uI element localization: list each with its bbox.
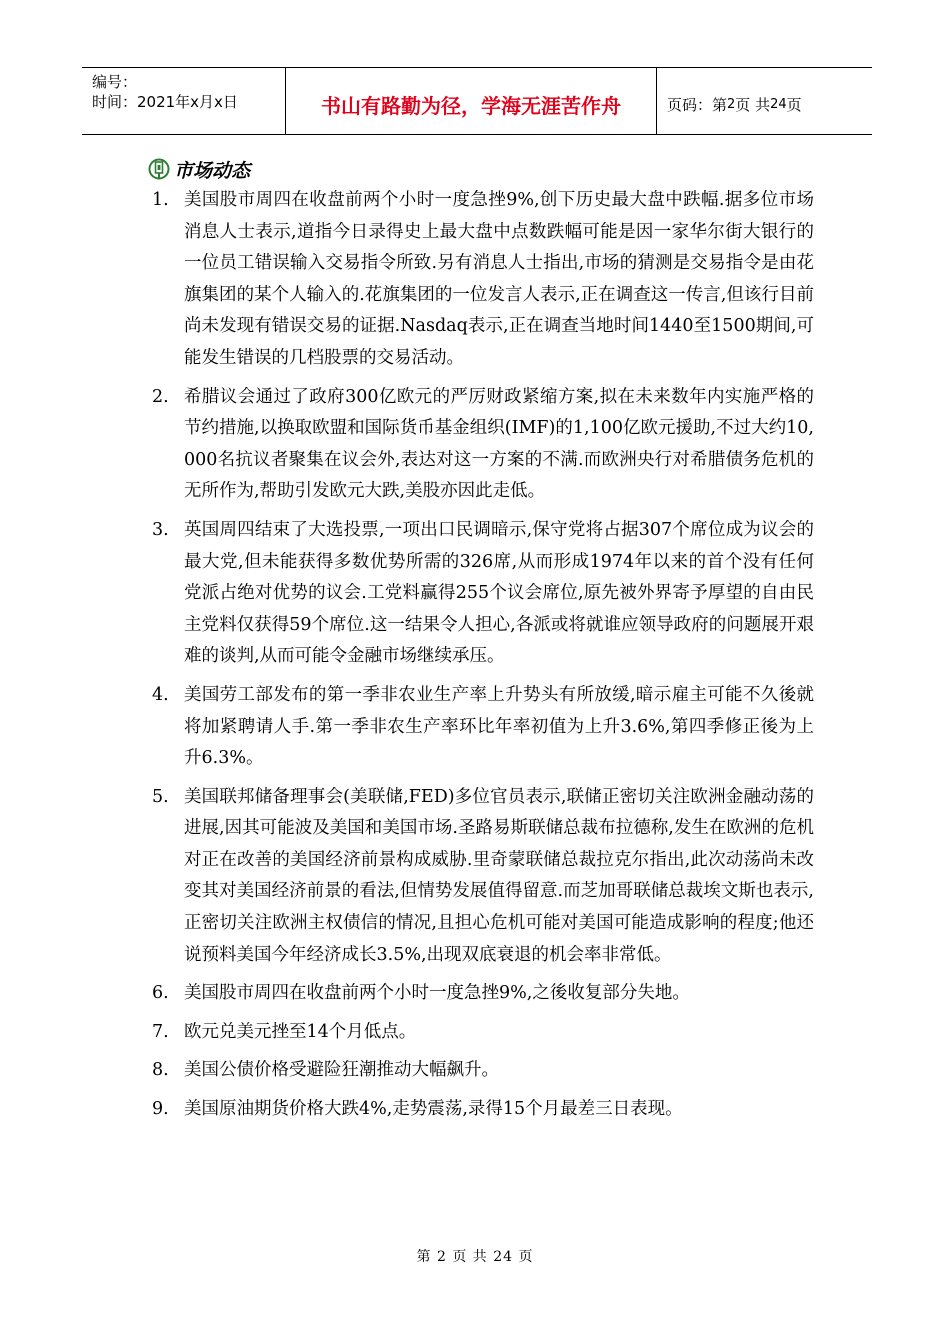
list-item-text: 美国联邦储备理事会(美联储,FED)多位官员表示,联储正密切关注欧洲金融动荡的进展,因其可能波及美国和美国市场.圣路易斯联储总裁布拉德称,发生在欧洲的危机对正在改善的美国经济前景构成威胁.里奇蒙联储总裁拉克尔指出,此次动荡尚未改变其对美国经济前景的看法,但情势发展值得留意.而芝加哥联储总裁埃文斯也表示,正密切关注欧洲主权债信的情况,且担心危机可能对美国可能造成影响的程度;他还说预料美国今年经济成长3.5%,出现双底衰退的机会率非常低。 xyxy=(184,786,814,965)
page-total: 24 xyxy=(770,96,787,112)
list-item-text: 美国公债价格受避险狂潮推动大幅飙升。 xyxy=(184,1060,499,1081)
list-item-text: 欧元兑美元挫至14个月低点。 xyxy=(184,1021,417,1042)
list-item xyxy=(148,680,814,775)
list-item xyxy=(148,515,814,673)
footer-prefix: 第 xyxy=(416,1249,432,1265)
list-item-index: 9. xyxy=(152,1099,169,1120)
bank-logo-icon xyxy=(148,158,170,180)
news-list xyxy=(148,185,814,1133)
list-item-text: 希腊议会通过了政府300亿欧元的严厉财政紧缩方案,拟在未来数年内实施严格的节约措施,以换取欧盟和国际货币基金组织(IMF)的1,100亿欧元援助,不过大约10,000名抗议者聚集在议会外,表达对这一方案的不满.而欧洲央行对希腊债务危机的无所作为,帮助引发欧元大跌,美股亦因此走低。 xyxy=(184,386,814,502)
time-label: 时间：2021年x月x日 xyxy=(92,93,238,111)
footer-total: 24 xyxy=(493,1249,514,1265)
header-info-cell xyxy=(82,68,286,134)
list-item-index: 2. xyxy=(152,386,169,407)
page-info-cell xyxy=(657,68,872,134)
list-item xyxy=(148,185,814,375)
page-footer xyxy=(0,1246,950,1266)
list-item-index: 3. xyxy=(152,519,169,540)
list-item-text: 美国股市周四在收盘前两个小时一度急挫9%,之後收复部分失地。 xyxy=(184,983,690,1004)
list-item-index: 7. xyxy=(152,1021,169,1042)
list-item-index: 6. xyxy=(152,983,169,1004)
section-title-text: 市场动态 xyxy=(174,159,251,182)
footer-page: 2 xyxy=(436,1249,447,1265)
page-number: 2 xyxy=(727,96,736,112)
footer-mid: 页 共 xyxy=(452,1249,488,1265)
list-item-text: 英国周四结束了大选投票,一项出口民调暗示,保守党将占据307个席位成为议会的最大党,但未能获得多数优势所需的326席,从而形成1974年以来的首个没有任何党派占绝对优势的议会.工党料赢得255个议会席位,原先被外界寄予厚望的自由民主党料仅获得59个席位.这一结果令人担心,各派或将就谁应领导政府的问题展开艰难的谈判,从而可能令金融市场继续承压。 xyxy=(184,519,814,667)
header-table xyxy=(82,67,872,135)
motto-cell xyxy=(286,68,657,134)
motto-text: 书山有路勤为径，学海无涯苦作舟 xyxy=(321,93,621,118)
number-label: 编号： xyxy=(92,73,138,91)
section-heading xyxy=(148,157,250,181)
footer-suffix: 页 xyxy=(518,1249,534,1265)
page-suffix: 页 xyxy=(786,95,802,114)
page-prefix: 页码：第 xyxy=(667,95,728,114)
list-item xyxy=(148,382,814,508)
page-mid: 页 共 xyxy=(735,95,771,114)
list-item-text: 美国股市周四在收盘前两个小时一度急挫9%,创下历史最大盘中跌幅.据多位市场消息人士表示,道指今日录得史上最大盘中点数跌幅可能是因一家华尔街大银行的一位员工错误输入交易指令所致.另有消息人士指出,市场的猜测是交易指令是由花旗集团的某个人输入的.花旗集团的一位发言人表示,正在调查这一传言,但该行目前尚未发现有错误交易的证据.Nasdaq表示,正在调查当地时间1440至1500期间,可能发生错误的几档股票的交易活动。 xyxy=(184,190,814,368)
list-item-text: 美国劳工部发布的第一季非农业生产率上升势头有所放缓,暗示雇主可能不久後就将加紧聘请人手.第一季非农生产率环比年率初值为上升3.6%,第四季修正後为上升6.3%。 xyxy=(184,684,814,769)
list-item-index: 4. xyxy=(152,684,169,705)
list-item-index: 5. xyxy=(152,786,169,807)
list-item xyxy=(148,1055,814,1087)
list-item xyxy=(148,1094,814,1126)
list-item xyxy=(148,978,814,1010)
list-item xyxy=(148,782,814,972)
list-item-text: 美国原油期货价格大跌4%,走势震荡,录得15个月最差三日表现。 xyxy=(184,1099,683,1120)
list-item xyxy=(148,1017,814,1049)
list-item-index: 8. xyxy=(152,1060,169,1081)
list-item-index: 1. xyxy=(152,190,169,210)
